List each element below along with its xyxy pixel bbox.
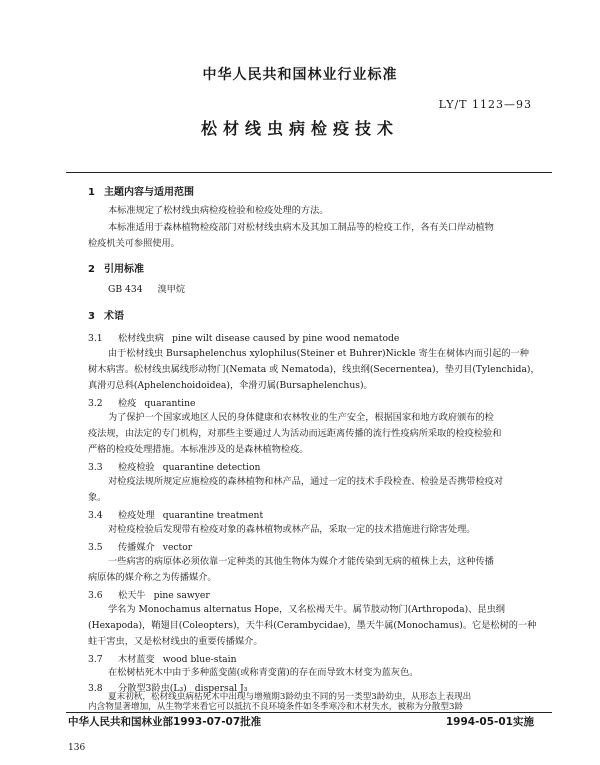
term-3-8-cn: 分散型3龄虫(L₃) bbox=[118, 683, 187, 694]
term-3-2-line-3: 严格的检疫处理措施。本标准涉及的是森林植物检疫。 bbox=[88, 444, 309, 455]
term-3-1-cn: 松材线虫病 bbox=[118, 333, 164, 344]
term-3-3-number: 3.3 bbox=[88, 462, 103, 473]
reference-name: 溴甲烷 bbox=[157, 284, 186, 295]
term-3-4-en: quarantine treatment bbox=[162, 510, 264, 521]
term-3-2-line-1: 为了保护一个国家或地区人民的身体健康和农林牧业的生产安全，根据国家和地方政府颁布的检 bbox=[108, 412, 494, 423]
term-3-3-line-2: 象。 bbox=[88, 492, 107, 503]
section-3-number: 3 bbox=[88, 311, 95, 322]
standard-code: LY/T 1123—93 bbox=[438, 98, 532, 111]
term-3-8-en: dispersal J₃ bbox=[194, 683, 248, 694]
term-3-4-heading bbox=[88, 507, 263, 521]
term-3-1-line-2: 树木病害。松材线虫属线形动物门(Nemata 或 Nematoda)，线虫纲(Secernentea)，垫刃目(Tylenchida)， bbox=[88, 364, 540, 375]
term-3-6-heading bbox=[88, 587, 210, 601]
reference-item bbox=[108, 283, 185, 297]
term-3-7-heading bbox=[88, 651, 237, 665]
term-3-2-heading bbox=[88, 395, 195, 409]
section-1-para-2-line-1: 本标准适用于森林植物检疫部门对松材线虫病木及其加工制品等的检疫工作，各有关口岸动植物 bbox=[108, 222, 494, 233]
term-3-6-line-2: (Hexapoda)，鞘翅目(Coleopters)，天牛科(Cerambycidae)，墨天牛属(Monochamus)。它是松树的一种 bbox=[88, 620, 537, 631]
term-3-5-line-2: 病原体的媒介称之为传播媒介。 bbox=[88, 572, 217, 583]
term-3-1-number: 3.1 bbox=[88, 333, 103, 344]
term-3-7-cn: 木材蓝变 bbox=[118, 654, 155, 665]
term-3-2-cn: 检疫 bbox=[118, 398, 137, 409]
section-3-heading bbox=[88, 307, 124, 322]
section-3-title: 术语 bbox=[104, 311, 124, 322]
section-2-title: 引用标准 bbox=[104, 264, 144, 275]
term-3-6-line-3: 蛀干害虫，又是松材线虫的重要传播媒介。 bbox=[88, 636, 263, 647]
term-3-5-en: vector bbox=[162, 542, 193, 553]
page-number: 136 bbox=[68, 743, 86, 753]
term-3-4-line-1: 对检疫检验后发现带有检疫对象的森林植物或林产品，采取一定的技术措施进行除害处理。 bbox=[108, 524, 476, 535]
section-1-number: 1 bbox=[88, 187, 95, 198]
term-3-7-en: wood blue-stain bbox=[162, 654, 237, 665]
term-3-3-en: quarantine detection bbox=[162, 462, 261, 473]
footer-divider bbox=[66, 712, 552, 713]
section-1-para-2-line-2: 检疫机关可参照使用。 bbox=[88, 238, 180, 249]
term-3-2-number: 3.2 bbox=[88, 398, 103, 409]
reference-code: GB 434 bbox=[108, 284, 143, 295]
document-title: 松材线虫病检疫技术 bbox=[200, 119, 399, 138]
term-3-1-line-1: 由于松材线虫 Bursaphelenchus xylophilus(Steiner et Buhrer)Nickle 寄生在树体内而引起的一种 bbox=[108, 348, 529, 359]
term-3-5-line-1: 一些病害的病原体必须依靠一定种类的其他生物体为媒介才能传染到无病的植株上去，这种传播 bbox=[108, 556, 494, 567]
approval-line: 中华人民共和国林业部1993-07-07批准 bbox=[68, 716, 262, 728]
term-3-3-heading bbox=[88, 459, 260, 473]
term-3-6-number: 3.6 bbox=[88, 590, 103, 601]
term-3-7-line-1: 在松树枯死木中由于多种蓝变菌(或称青变菌)的存在而导致木材变为蓝灰色。 bbox=[108, 667, 419, 678]
section-1-heading bbox=[88, 183, 194, 198]
term-3-4-number: 3.4 bbox=[88, 510, 103, 521]
term-3-1-line-3: 真滑刃总科(Aphelenchoidoidea)，伞滑刃属(Bursaphelenchus)。 bbox=[88, 380, 373, 391]
section-2-heading bbox=[88, 260, 144, 275]
term-3-3-line-1: 对检疫法规所规定应施检疫的森林植物和林产品，通过一定的技术手段检查、检验是否携带检疫对 bbox=[108, 476, 504, 487]
term-3-6-cn: 松天牛 bbox=[118, 590, 146, 601]
term-3-8-line-2: 内含物显著增加，从生物学来看它可以抵抗不良环境条件如冬季寒冷和木材失水，被称为分散型3龄 bbox=[88, 702, 464, 712]
term-3-6-line-1: 学名为 Monochamus alternatus Hope，又名松褐天牛。属节肢动物门(Arthropoda)、昆虫纲 bbox=[108, 604, 505, 615]
term-3-1-en: pine wilt disease caused by pine wood nematode bbox=[171, 333, 400, 344]
term-3-5-heading bbox=[88, 539, 192, 553]
section-2-number: 2 bbox=[88, 264, 95, 275]
term-3-5-cn: 传播媒介 bbox=[118, 542, 155, 553]
effective-date-line: 1994-05-01实施 bbox=[445, 716, 534, 728]
standard-org-title: 中华人民共和国林业行业标准 bbox=[202, 67, 398, 83]
term-3-7-number: 3.7 bbox=[88, 654, 103, 665]
term-3-2-en: quarantine bbox=[144, 398, 196, 409]
term-3-3-cn: 检疫检验 bbox=[118, 462, 155, 473]
term-3-1-heading bbox=[88, 330, 399, 344]
section-1-para-1: 本标准规定了松材线虫病检疫检验和检疫处理的方法。 bbox=[108, 205, 329, 216]
term-3-6-en: pine sawyer bbox=[153, 590, 210, 601]
term-3-2-line-2: 疫法规，由法定的专门机构，对那些主要通过人为活动而远距离传播的流行性疫病所采取的检疫检验和 bbox=[88, 428, 502, 439]
section-1-title: 主题内容与适用范围 bbox=[104, 187, 194, 198]
header-divider bbox=[66, 172, 552, 173]
term-3-8-number: 3.8 bbox=[88, 683, 103, 694]
term-3-4-cn: 检疫处理 bbox=[118, 510, 155, 521]
term-3-5-number: 3.5 bbox=[88, 542, 103, 553]
term-3-8-line-1: 夏末初秋，松材线虫病枯死木中出现与增殖期3龄幼虫不同的另一类型3龄幼虫，从形态上表现出 bbox=[108, 692, 472, 702]
